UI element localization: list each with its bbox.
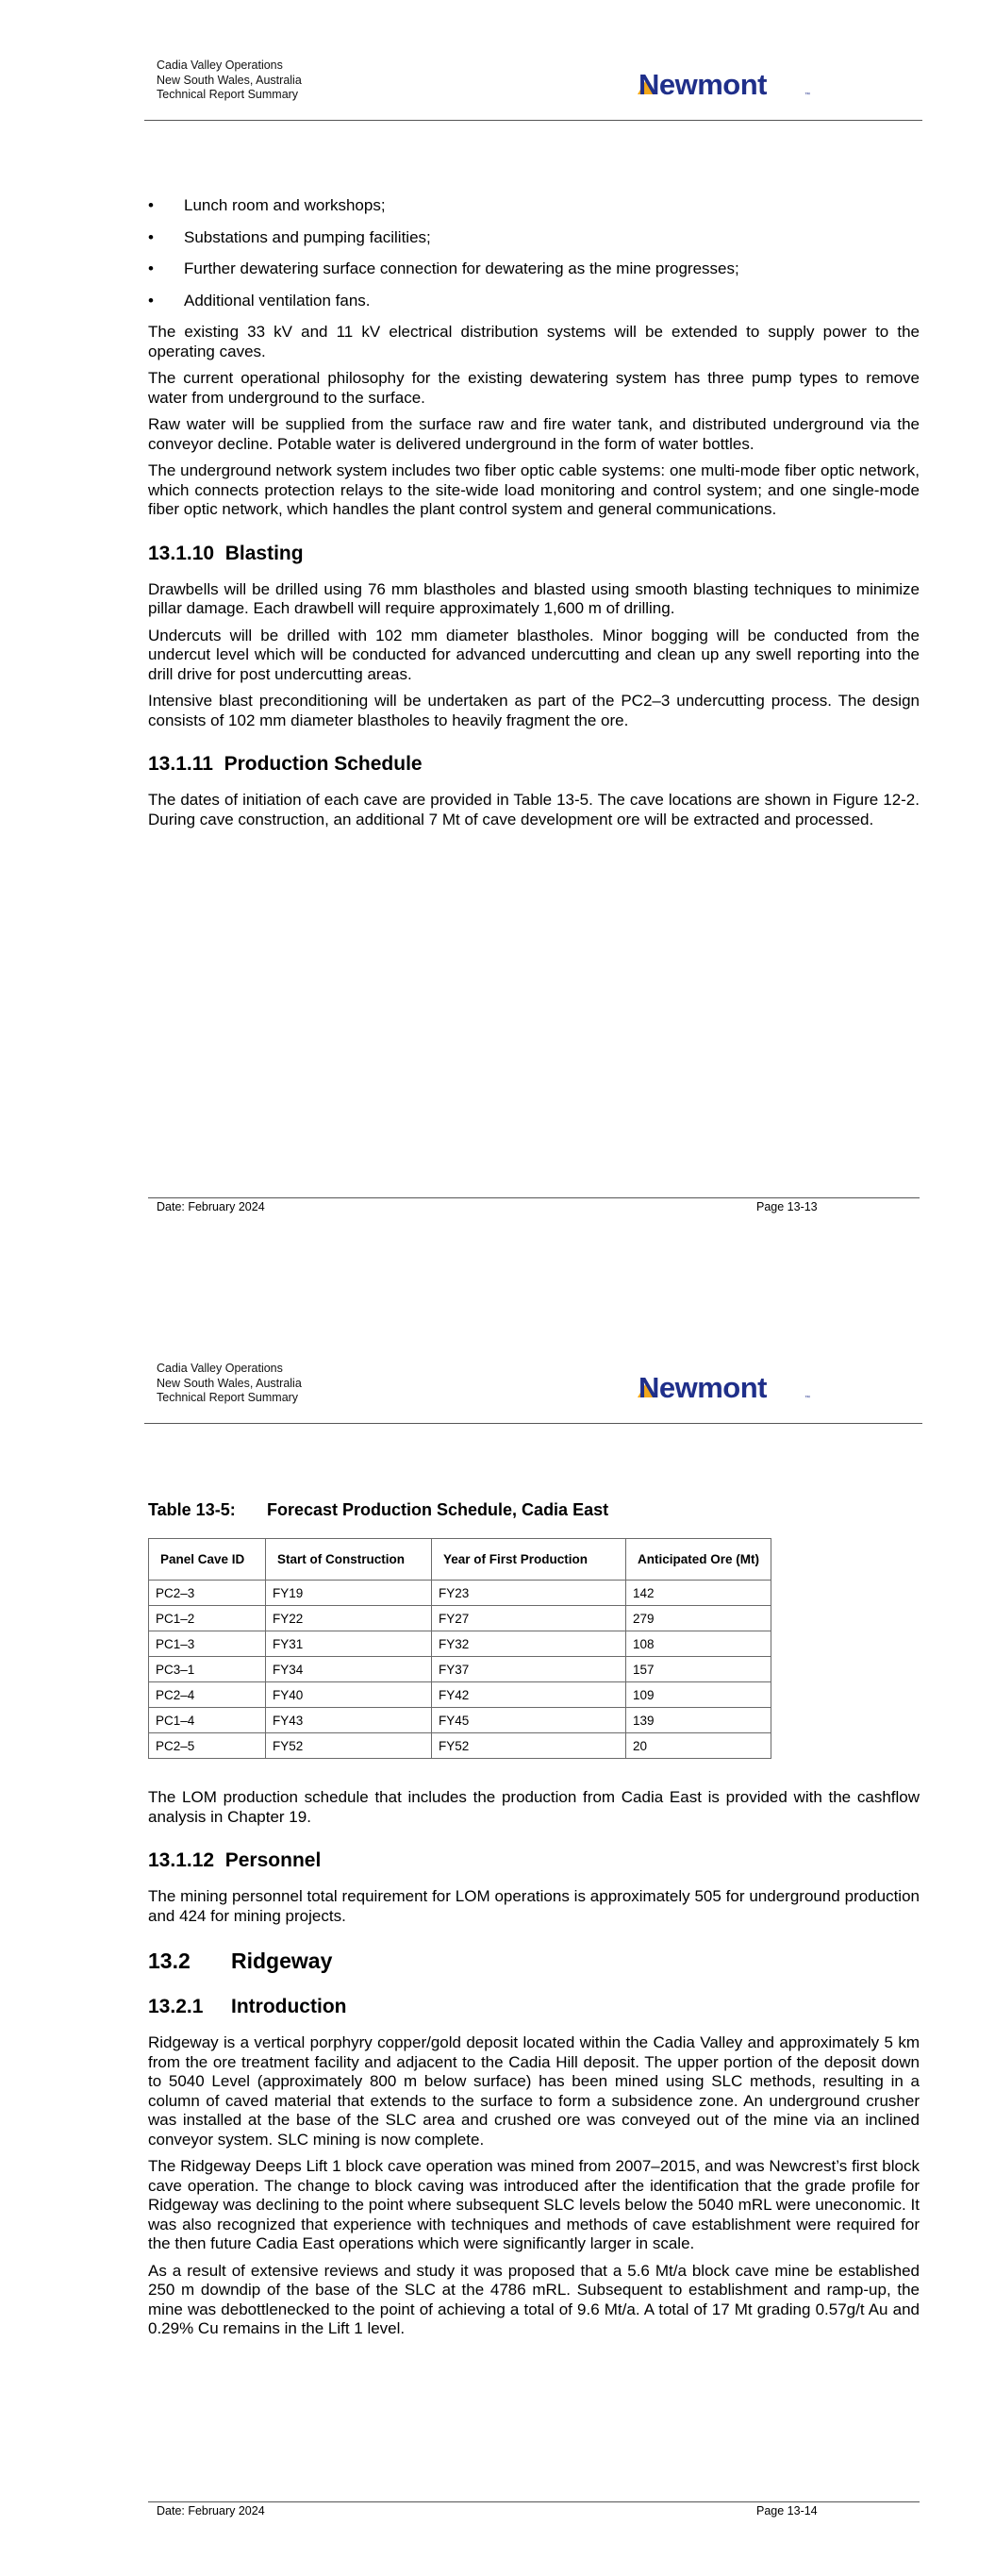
header-company-block xyxy=(157,59,302,103)
blasting-paragraph: Intensive blast preconditioning will be undertaken as part of the PC2–3 undercutting process. The design consists of 102 mm diameter blastholes to heavily fragment the ore. xyxy=(148,692,920,729)
table-row: PC2–5 FY52 FY52 20 xyxy=(149,1733,771,1759)
list-item: • Further dewatering surface connection for dewatering as the mine progresses; xyxy=(148,259,739,277)
introduction-paragraph: The Ridgeway Deeps Lift 1 block cave operation was mined from 2007–2015, and was Newcrest’s first block cave operation. The change to block caving was introduced after the identification that the grade profile for Ridgeway was declining to the point where subsequent SLC levels below the 5040 mRL were uneconomic. It was also recognized that experience with techniques and methods of cave establishment were required for the then future Cadia East operations which were significantly larger in scale. xyxy=(148,2157,920,2252)
list-item: • Additional ventilation fans. xyxy=(148,291,371,309)
footer-rule xyxy=(148,1197,920,1198)
section-heading-production-schedule: 13.1.11 Production Schedule xyxy=(148,753,423,775)
header-company-line: Cadia Valley Operations xyxy=(157,1362,283,1375)
newmont-logo xyxy=(638,1369,812,1407)
network-paragraph: The underground network system includes two fiber optic cable systems: one multi-mode fiber optic network, which connects protection relays to the site-wide load monitoring and control system; and one single-mode fiber optic network, which handles the plant control system and general communications. xyxy=(148,461,920,518)
table-row: PC1–3 FY31 FY32 108 xyxy=(149,1631,771,1657)
column-header: Start of Construction xyxy=(266,1539,432,1581)
table-header-row xyxy=(149,1539,771,1581)
header-state-line: New South Wales, Australia xyxy=(157,1376,302,1390)
page2-body xyxy=(148,1788,920,2347)
newmont-logo-text: Newmont xyxy=(638,1371,767,1404)
table-row: PC2–3 FY19 FY23 142 xyxy=(149,1581,771,1606)
header-rule xyxy=(144,1423,922,1424)
footer-page-number: Page 13-14 xyxy=(756,2504,818,2517)
newmont-logo xyxy=(638,66,812,104)
footer-rule xyxy=(148,2501,920,2502)
power-paragraph: The existing 33 kV and 11 kV electrical distribution systems will be extended to supply power to the operating caves. xyxy=(148,323,920,360)
column-header: Panel Cave ID xyxy=(149,1539,266,1581)
column-header: Anticipated Ore (Mt) xyxy=(626,1539,771,1581)
newmont-logo-text: Newmont xyxy=(638,68,767,101)
blasting-paragraph: Undercuts will be drilled with 102 mm diameter blastholes. Minor bogging will be conducted from the undercut level which will be conducted for advanced undercutting and clean up any swell reporting into the drill drive for post undercutting areas. xyxy=(148,626,920,683)
table-title: Forecast Production Schedule, Cadia East xyxy=(267,1500,609,1519)
header-rule xyxy=(144,120,922,121)
facility-bullet-list xyxy=(148,196,920,310)
list-item: • Lunch room and workshops; xyxy=(148,196,386,214)
production-schedule-table xyxy=(148,1538,771,1759)
page1-body xyxy=(148,196,920,837)
header-report-line: Technical Report Summary xyxy=(157,88,299,101)
table-caption xyxy=(148,1500,608,1520)
dewatering-paragraph: The current operational philosophy for the existing dewatering system has three pump types to remove water from underground to the surface. xyxy=(148,369,920,407)
svg-text:™: ™ xyxy=(804,1396,810,1401)
header-state-line: New South Wales, Australia xyxy=(157,73,302,87)
lom-paragraph: The LOM production schedule that includes the production from Cadia East is provided with the cashflow analysis in Chapter 19. xyxy=(148,1788,920,1826)
section-heading-personnel: 13.1.12 Personnel xyxy=(148,1849,322,1871)
page-13-14 xyxy=(0,1302,995,2576)
table-row: PC3–1 FY34 FY37 157 xyxy=(149,1657,771,1682)
blasting-paragraph: Drawbells will be drilled using 76 mm blastholes and blasted using smooth blasting techniques to minimize pillar damage. Each drawbell will require approximately 1,600 m of drilling. xyxy=(148,579,920,617)
header-company-line: Cadia Valley Operations xyxy=(157,59,283,72)
footer-date: Date: February 2024 xyxy=(157,1200,265,1213)
header-company-block xyxy=(157,1362,302,1406)
personnel-paragraph: The mining personnel total requirement for LOM operations is approximately 505 for underground production and 424 for mining projects. xyxy=(148,1887,920,1925)
section-heading-introduction: 13.2.1 Introduction xyxy=(148,1996,347,2017)
footer-date: Date: February 2024 xyxy=(157,2504,265,2517)
section-heading-blasting: 13.1.10 Blasting xyxy=(148,542,304,564)
water-paragraph: Raw water will be supplied from the surface raw and fire water tank, and distributed underground via the conveyor decline. Potable water is delivered underground in the form of water bottles. xyxy=(148,415,920,453)
table-row: PC1–2 FY22 FY27 279 xyxy=(149,1606,771,1631)
footer-page-number: Page 13-13 xyxy=(756,1200,818,1213)
column-header: Year of First Production xyxy=(432,1539,626,1581)
svg-text:™: ™ xyxy=(804,92,810,98)
table-row: PC2–4 FY40 FY42 109 xyxy=(149,1682,771,1708)
table-row: PC1–4 FY43 FY45 139 xyxy=(149,1708,771,1733)
list-item: • Substations and pumping facilities; xyxy=(148,227,431,246)
production-paragraph: The dates of initiation of each cave are provided in Table 13-5. The cave locations are shown in Figure 12-2. During cave construction, an additional 7 Mt of cave development ore will be extracted and processed. xyxy=(148,791,920,828)
introduction-paragraph: Ridgeway is a vertical porphyry copper/gold deposit located within the Cadia Valley and approximately 5 km from the ore treatment facility and adjacent to the Cadia Hill deposit. The upper portion of the deposit down to 5040 Level (approximately 800 m below surface) has been mined using SLC methods, resulting in a column of caved material that extends to the surface to form a subsidence zone. An underground crusher was installed at the base of the SLC area and crushed ore was conveyed out of the mine via an inclined conveyor system. SLC mining is now complete. xyxy=(148,2033,920,2149)
introduction-paragraph: As a result of extensive reviews and study it was proposed that a 5.6 Mt/a block cave mine be established 250 m downdip of the base of the SLC at the 4786 mRL. Subsequent to establishment and ramp-up, the mine was debottlenecked to the point of achieving a total of 9.6 Mt/a. A total of 17 Mt grading 0.57g/t Au and 0.29% Cu remains in the Lift 1 level. xyxy=(148,2261,920,2337)
header-report-line: Technical Report Summary xyxy=(157,1391,299,1404)
section-heading-ridgeway: 13.2 Ridgeway xyxy=(148,1949,333,1973)
table-label: Table 13-5: xyxy=(148,1500,236,1519)
